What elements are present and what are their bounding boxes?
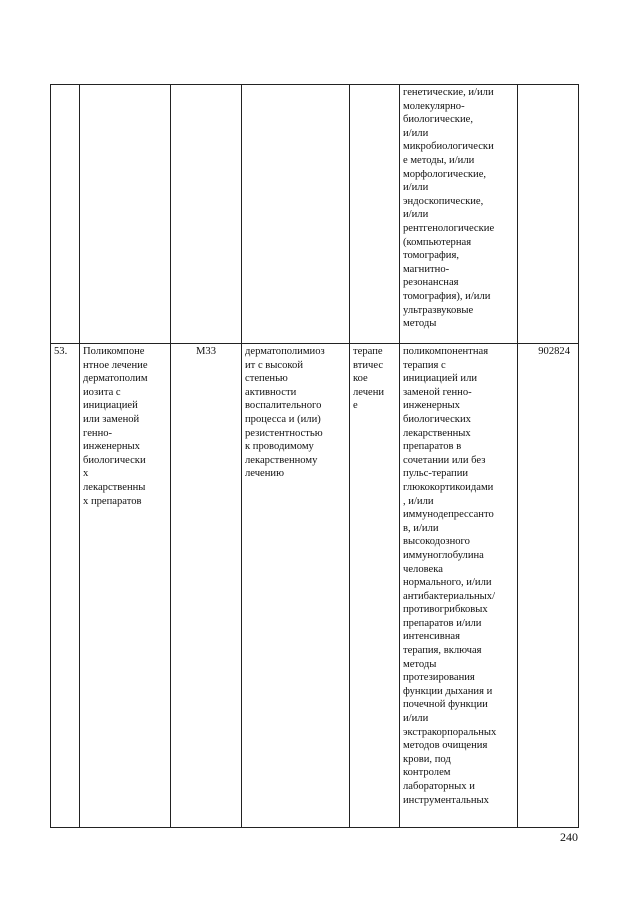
treatment-method-cell: генетические, и/или молекулярно- биологические, и/или микробиологически е методы, и/или морфологические, и/или эндоскопические, и/или рентгенологические (компьютерная томография, магнитно- резонансная томография), и/или ультразвуковые методы	[400, 85, 518, 344]
medical-care-table	[50, 84, 579, 828]
row-number-cell	[51, 85, 80, 344]
table-row	[51, 344, 579, 828]
cost-cell	[518, 85, 579, 344]
treatment-type-cell: терапе втичес кое лечени е	[350, 344, 400, 828]
patient-model-cell: дерматополимиоз ит с высокой степенью активности воспалительного процесса и (или) резистентностью к проводимому лекарственному лечению	[242, 344, 350, 828]
treatment-method-cell: поликомпонентная терапия с инициацией или заменой генно- инженерных биологических лекарственных препаратов в сочетании или без пульс-терапии глюкокортикоидами , и/или иммунодепрессанто в, и/или высокодозного иммуноглобулина человека нормального, и/или антибактериальных/ противогрибковых препаратов и/или интенсивная терапия, включая методы протезирования функции дыхания и почечной функции и/или экстракорпоральных методов очищения крови, под контролем лабораторных и инструментальных	[400, 344, 518, 828]
icd-code-cell: M33	[171, 344, 242, 828]
row-number-cell: 53.	[51, 344, 80, 828]
care-name-cell: Поликомпоне нтное лечение дерматополим иозита с инициацией или заменой генно- инженерных биологически х лекарственны х препаратов	[80, 344, 171, 828]
icd-code-cell	[171, 85, 242, 344]
page-number: 240	[560, 830, 578, 844]
treatment-type-cell	[350, 85, 400, 344]
care-name-cell	[80, 85, 171, 344]
cost-cell: 902824	[518, 344, 579, 828]
patient-model-cell	[242, 85, 350, 344]
table-row	[51, 85, 579, 344]
